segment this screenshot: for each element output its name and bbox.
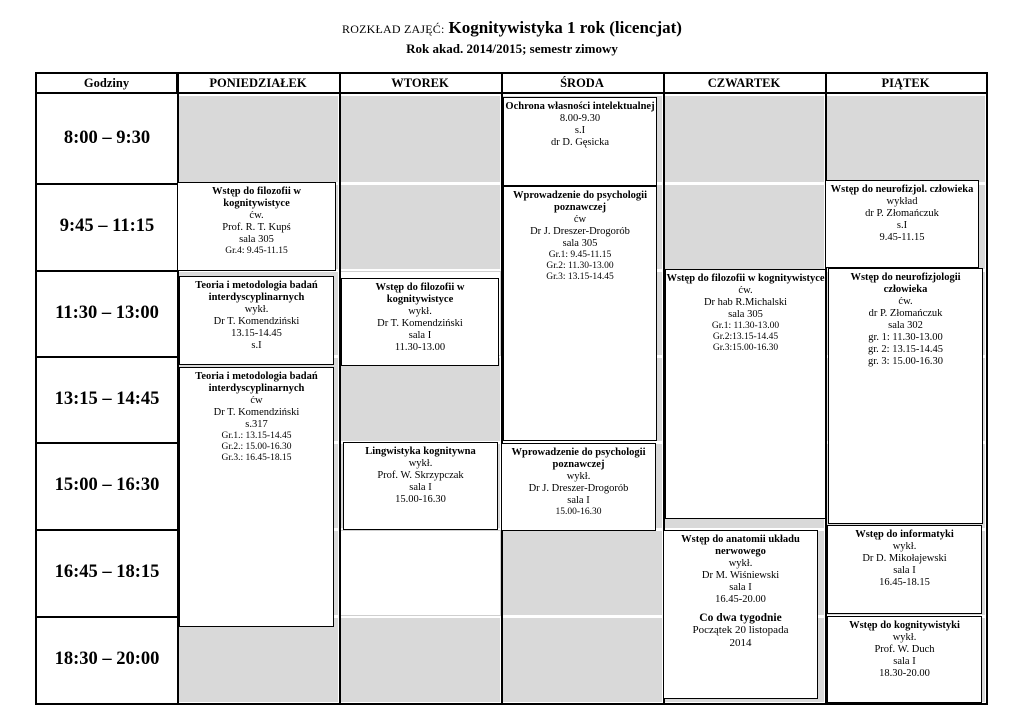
time-slot: 16:45 – 18:15 [54,562,160,582]
class-detail: gr. 3: 15.00-16.30 [868,356,943,367]
class-detail: sala I [893,656,916,667]
group-time: Gr.4: 9.45-11.15 [225,246,288,256]
class-detail: Dr T. Komendziński [213,407,300,418]
hours-column-header: Godziny [37,74,177,93]
class-title: Wstęp do neurofizjologii człowieka [850,272,961,295]
class-detail: Dr T. Komendziński [213,316,300,327]
class-note: Co dwa tygodnie [699,612,782,624]
class-detail: 9.45-11.15 [879,232,925,243]
page-title: Kognitywistyka 1 rok (licencjat) [448,18,682,37]
class-detail: s.317 [245,419,268,430]
class-detail: ćw [573,214,587,225]
class-detail: Początek 20 listopada [692,624,789,636]
class-detail: wykł. [566,471,591,482]
group-time: Gr.3.: 16.45-18.15 [221,453,292,463]
group-time: Gr.1.: 13.15-14.45 [221,431,292,441]
class-detail: Dr J. Dreszer-Drogorób [530,226,630,237]
group-time: Gr.3: 13.15-14.45 [546,272,614,282]
class-detail: wykł. [728,558,753,569]
class-detail: sala I [567,495,590,506]
class-title: Teoria i metodologia badań interdyscyplinarnych [195,280,318,303]
class-detail: wykł. [892,541,917,552]
header-prefix: ROZKŁAD ZAJĘĆ: [342,22,445,36]
class-detail: wykł. [244,304,269,315]
class-detail: 16.45-18.15 [879,577,930,588]
day-header: ŚRODA [560,76,604,90]
class-box [827,525,982,614]
day-header: PONIEDZIAŁEK [209,76,307,90]
class-detail: Prof. W. Skrzypczak [377,470,464,481]
class-title: Wstęp do filozofii w kognitywistyce [375,282,465,305]
class-title: Teoria i metodologia badań interdyscyplinarnych [195,371,318,394]
class-detail: sala 305 [239,234,274,245]
class-detail: dr D. Gęsicka [550,137,610,148]
class-detail: dr P. Złomańczuk [865,208,939,219]
class-detail: Dr hab R.Michalski [703,297,788,308]
time-slot: 8:00 – 9:30 [63,128,151,148]
class-title: Ochrona własności intelektualnej [505,101,655,112]
class-detail: 2014 [729,637,752,649]
column-divider [339,72,341,705]
class-detail: sala 305 [562,238,598,249]
class-detail: sala 302 [888,320,923,331]
class-detail: sala 305 [728,309,763,320]
class-detail: wykł. [408,306,432,317]
class-detail: wykład [886,196,918,207]
class-title: Wstęp do filozofii w kognitywistyce [212,186,301,209]
class-detail: ćw [250,395,263,406]
class-detail: Prof. R. T. Kupś [222,222,291,233]
class-detail: gr. 2: 13.15-14.45 [868,344,943,355]
class-title: Wstęp do kognitywistyki [849,620,960,631]
class-detail: Dr T. Komendziński [377,318,463,329]
time-slot: 13:15 – 14:45 [54,389,160,409]
class-detail: sala I [893,565,916,576]
class-box [665,269,826,519]
class-title: Lingwistyka kognitywna [365,446,476,457]
class-detail: s.I [251,340,262,351]
class-detail: dr P. Złomańczuk [868,308,943,319]
class-detail: sala I [409,482,432,493]
class-detail: 8.00-9.30 [559,113,601,124]
class-detail: sala I [729,582,752,593]
class-detail: 11.30-13.00 [394,342,446,353]
class-box [503,97,657,186]
group-time: Gr.2: 11.30-13.00 [546,261,614,271]
class-box [828,268,983,524]
class-detail: sala I [408,330,432,341]
class-detail: Dr D. Mikołajewski [862,553,947,564]
time-slot: 9:45 – 11:15 [59,216,155,236]
group-time: 15.00-16.30 [555,507,602,517]
class-detail: s.I [896,220,908,231]
class-detail: gr. 1: 11.30-13.00 [868,332,943,343]
group-time: Gr.2:13.15-14.45 [712,332,779,342]
time-slot: 18:30 – 20:00 [54,649,160,669]
group-time: Gr.3:15.00-16.30 [712,343,779,353]
class-box [343,442,498,530]
class-detail: Dr M. Wiśniewski [701,570,780,581]
class-box [341,278,499,366]
class-detail: ćw. [898,296,913,307]
class-box [825,180,979,268]
page-subtitle: Rok akad. 2014/2015; semestr zimowy [406,41,618,56]
class-box [179,276,334,365]
group-time: Gr.1: 11.30-13.00 [711,321,780,331]
class-detail: 15.00-16.30 [395,494,446,505]
class-title: Wprowadzenie do psychologii poznawczej [513,190,647,213]
class-detail: wykł. [408,458,433,469]
class-detail: 16.45-20.00 [715,594,766,605]
time-slot: 15:00 – 16:30 [54,475,160,495]
class-box [177,182,336,271]
group-time: Gr.2.: 15.00-16.30 [221,442,292,452]
day-header: WTOREK [391,76,449,90]
class-detail: Dr J. Dreszer-Drogorób [528,483,629,494]
class-detail: Prof. W. Duch [874,644,935,655]
class-detail: wykł. [892,632,917,643]
group-time: Gr.1: 9.45-11.15 [548,250,612,260]
class-title: Wprowadzenie do psychologii poznawczej [511,447,646,470]
day-header: CZWARTEK [707,76,781,90]
class-detail: 18.30-20.00 [879,668,930,679]
class-detail: ćw. [738,285,753,296]
class-detail: 13.15-14.45 [231,328,282,339]
class-box [503,186,657,441]
class-title: Wstęp do filozofii w kognitywistyce [666,273,825,284]
class-box [663,530,818,699]
class-title: Wstęp do neurofizjol. człowieka [830,184,974,195]
class-box [827,616,982,703]
class-detail: s.I [574,125,586,136]
time-slot: 11:30 – 13:00 [55,303,159,323]
class-box [179,367,334,627]
class-box [501,443,656,531]
class-detail: ćw. [249,210,264,221]
class-title: Wstęp do anatomii układu nerwowego [681,534,800,557]
day-header: PIĄTEK [881,76,930,90]
class-title: Wstęp do informatyki [855,529,954,540]
